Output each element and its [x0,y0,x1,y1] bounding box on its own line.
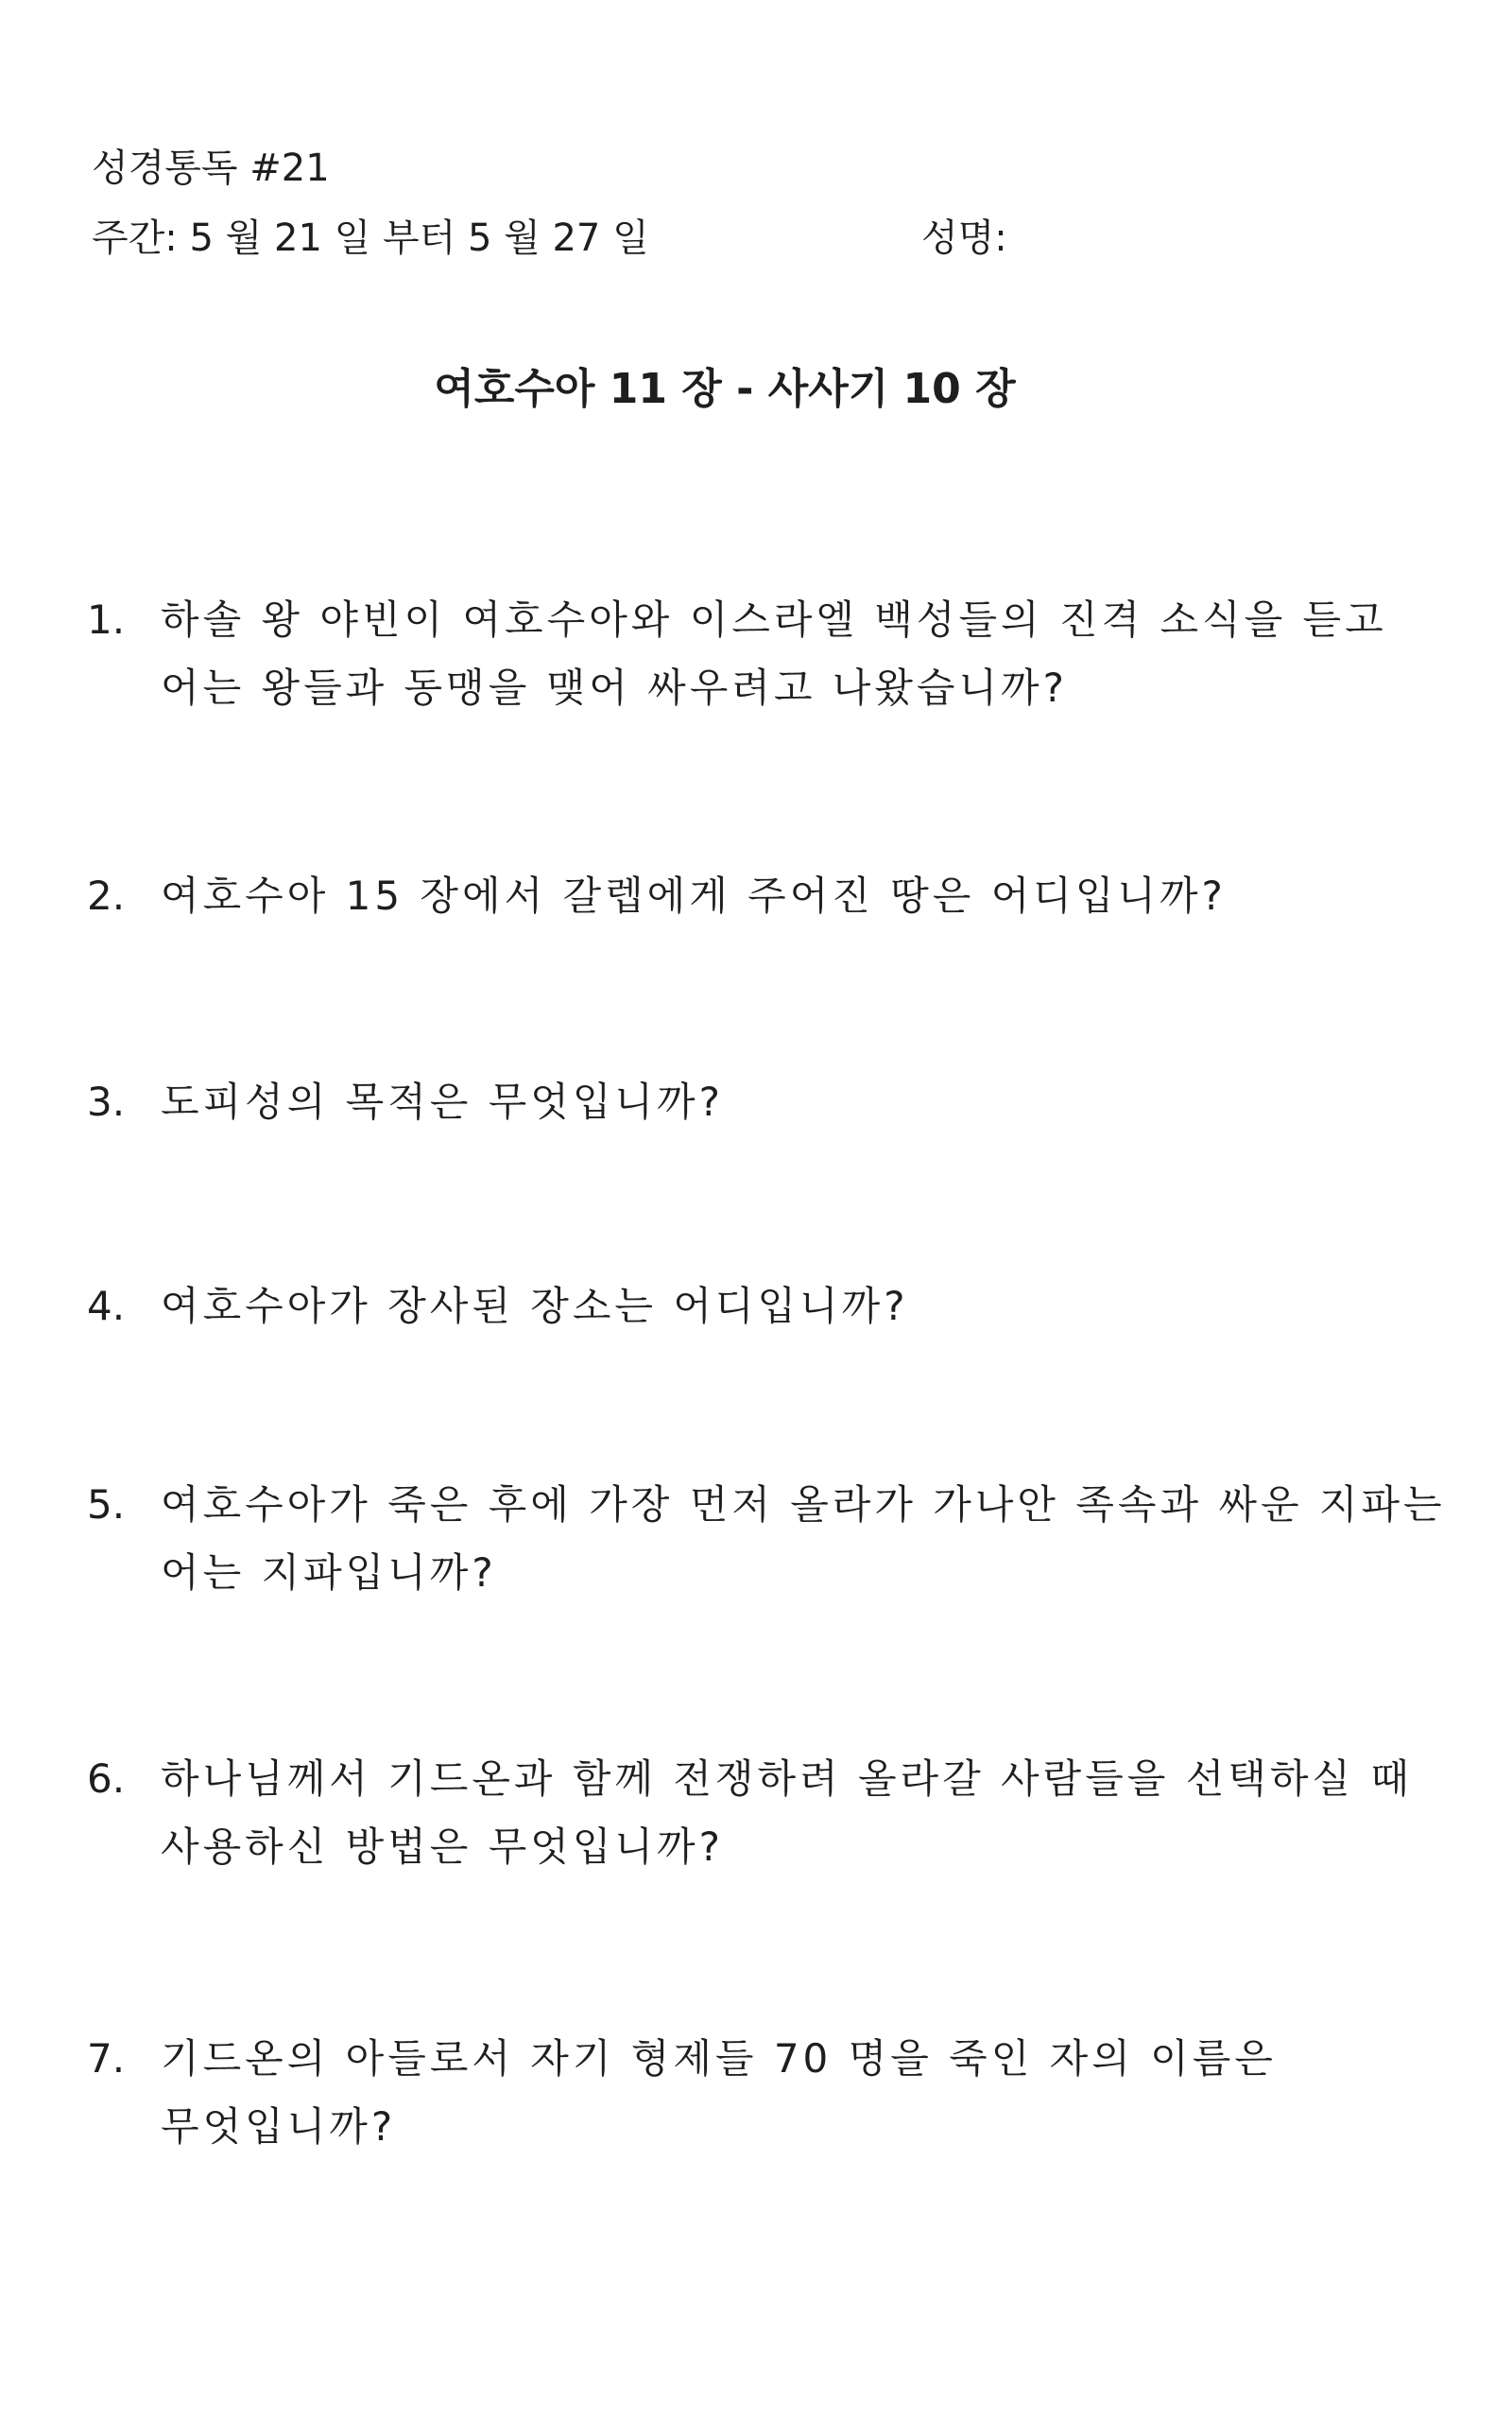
question-number: 4. [87,1283,126,1329]
question-text: 도피성의 목적은 무엇입니까? [161,1079,724,1125]
question-number: 5. [87,1481,126,1528]
question-number: 6. [87,1755,126,1802]
question-text: 하솔 왕 야빈이 여호수아와 이스라엘 백성들의 진격 소식을 듣고 어는 왕들과 동맹을 맺어 싸우려고 나왔습니까? [161,596,1387,711]
question-number: 1. [87,596,126,643]
question-item-2 [87,862,1467,930]
page-title: 여호수아 11 장 - 사사기 10 장 [434,365,1016,413]
question-item-1 [87,586,1467,722]
question-number: 3. [87,1079,126,1125]
question-number: 2. [87,873,126,919]
question-item-3 [87,1068,1467,1136]
question-item-4 [87,1272,1467,1340]
question-item-6 [87,1745,1467,1881]
name-label: 성명: [921,216,1007,260]
question-text: 여호수아 15 장에서 갈렙에게 주어진 땅은 어디입니까? [161,873,1227,919]
question-text: 하나님께서 기드온과 함께 전쟁하려 올라갈 사람들을 선택하실 때 사용하신 방법은 무엇입니까? [161,1755,1413,1870]
question-text: 여호수아가 장사된 장소는 어디입니까? [161,1283,909,1329]
question-text: 여호수아가 죽은 후에 가장 먼저 올라가 가나안 족속과 싸운 지파는 어는 지파입니까? [161,1481,1446,1596]
question-text: 기드온의 아들로서 자기 형제들 70 명을 죽인 자의 이름은 무엇입니까? [161,2035,1277,2150]
question-number: 7. [87,2035,126,2082]
question-item-5 [87,1471,1467,1607]
week-range: 주간: 5 월 21 일 부터 5 월 27 일 [92,216,649,260]
question-item-7 [87,2025,1467,2161]
worksheet-series-title: 성경통독 #21 [92,147,330,190]
